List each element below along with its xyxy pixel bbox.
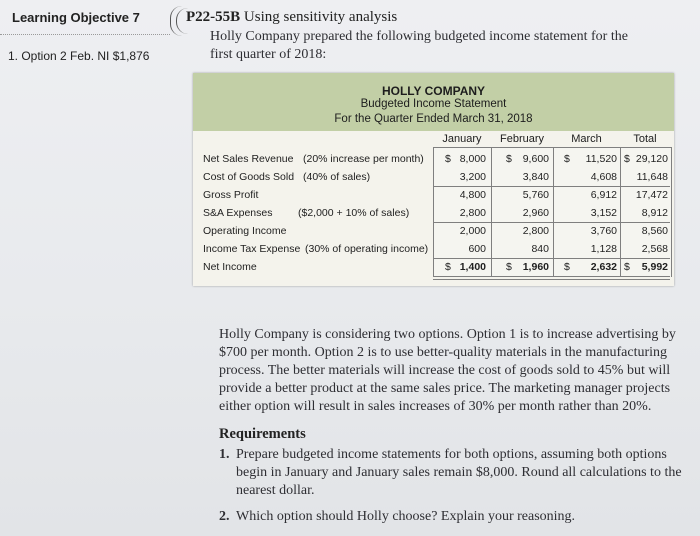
handwritten-answer-note: 1. Option 2 Feb. NI $1,876 xyxy=(8,49,150,63)
cell-total: 8,560 xyxy=(641,225,668,237)
dollar-sign: $ xyxy=(506,261,512,273)
table-row-gross-profit xyxy=(193,187,674,204)
scenario-paragraph: Holly Company is considering two options. Option 1 is to increase advertising by $700 per month. Option 2 is to use better-quality materials in the manufacturing process. The better materials will increase the cost of goods sold to 45% but will provide a better product at the same sales price. The marketing manager projects either option will result in sales increases of 30% per month rather than 20%. xyxy=(219,327,676,414)
cell-january: 600 xyxy=(468,243,486,255)
cell-march: 1,128 xyxy=(590,243,617,255)
row-label: Cost of Goods Sold xyxy=(203,171,295,183)
table-row-net-sales xyxy=(193,151,674,168)
requirement-index: 1. xyxy=(219,447,230,462)
learning-objective-label: Learning Objective 7 xyxy=(12,10,140,25)
table-row-income-tax xyxy=(193,241,674,258)
cell-january: 1,400 xyxy=(459,261,486,273)
cell-february: 3,840 xyxy=(522,171,549,183)
column-header-march: March xyxy=(571,133,602,145)
double-underline xyxy=(433,276,670,280)
cell-february: 9,600 xyxy=(522,153,549,165)
dollar-sign: $ xyxy=(506,153,512,165)
row-note: (20% increase per month) xyxy=(303,153,424,165)
cell-march: 3,760 xyxy=(590,225,617,237)
column-header-january: January xyxy=(442,133,482,145)
table-row-net-income xyxy=(193,259,674,276)
problem-title: Using sensitivity analysis xyxy=(243,9,398,25)
dollar-sign: $ xyxy=(445,153,451,165)
requirement-text: Which option should Holly choose? Explain your reasoning. xyxy=(236,509,576,524)
cell-march: 6,912 xyxy=(590,189,617,201)
cell-january: 3,200 xyxy=(459,171,486,183)
cell-march: 4,608 xyxy=(590,171,617,183)
problem-heading xyxy=(186,9,397,26)
cell-total: 5,992 xyxy=(641,261,668,273)
row-note: (40% of sales) xyxy=(303,171,371,183)
row-label: S&A Expenses xyxy=(203,207,273,219)
column-header-total: Total xyxy=(633,133,657,145)
cell-march: 11,520 xyxy=(585,153,617,165)
dollar-sign: $ xyxy=(564,153,570,165)
row-note: (30% of operating income) xyxy=(305,243,429,255)
row-label: Net Sales Revenue xyxy=(203,153,294,165)
cell-february: 1,960 xyxy=(522,261,549,273)
requirement-text: Prepare budgeted income statements for both options, assuming both options begin in January and January sales remain $8,000. Round all calculations to the nearest dollar. xyxy=(236,447,682,498)
cell-january: 2,000 xyxy=(459,225,486,237)
row-label: Operating Income xyxy=(203,225,287,237)
cell-february: 2,800 xyxy=(522,225,549,237)
cell-march: 2,632 xyxy=(590,261,617,273)
table-row-sa-expenses xyxy=(193,205,674,222)
income-statement xyxy=(193,73,674,286)
table-row-cogs xyxy=(193,169,674,186)
row-note: ($2,000 + 10% of sales) xyxy=(298,207,410,219)
learning-objective-header xyxy=(0,8,170,35)
problem-number: P22-55B xyxy=(186,9,241,25)
dollar-sign: $ xyxy=(445,261,451,273)
statement-period: For the Quarter Ended March 31, 2018 xyxy=(334,113,533,125)
dollar-sign: $ xyxy=(624,261,630,273)
statement-type: Budgeted Income Statement xyxy=(360,98,507,110)
cell-total: 8,912 xyxy=(641,207,668,219)
dollar-sign: $ xyxy=(564,261,570,273)
problem-intro: Holly Company prepared the following budgeted income statement for the first quarter of 2018: xyxy=(210,29,628,62)
table-row-operating-income xyxy=(193,223,674,240)
row-label: Gross Profit xyxy=(203,189,259,201)
dollar-sign: $ xyxy=(624,153,630,165)
cell-january: 2,800 xyxy=(459,207,486,219)
statement-company: HOLLY COMPANY xyxy=(381,84,486,98)
requirement-index: 2. xyxy=(219,509,230,524)
cell-total: 11,648 xyxy=(636,171,668,183)
column-header-february: February xyxy=(499,133,545,145)
cell-january: 4,800 xyxy=(459,189,486,201)
row-label: Income Tax Expense xyxy=(203,243,301,255)
cell-total: 29,120 xyxy=(635,153,668,165)
row-label: Net Income xyxy=(203,261,257,273)
cell-total: 17,472 xyxy=(635,189,668,201)
cell-total: 2,568 xyxy=(641,243,668,255)
cell-january: 8,000 xyxy=(459,153,486,165)
cell-february: 5,760 xyxy=(522,189,549,201)
cell-march: 3,152 xyxy=(590,207,617,219)
requirements-title: Requirements xyxy=(219,426,306,442)
cell-february: 2,960 xyxy=(522,207,549,219)
cell-february: 840 xyxy=(531,243,549,255)
